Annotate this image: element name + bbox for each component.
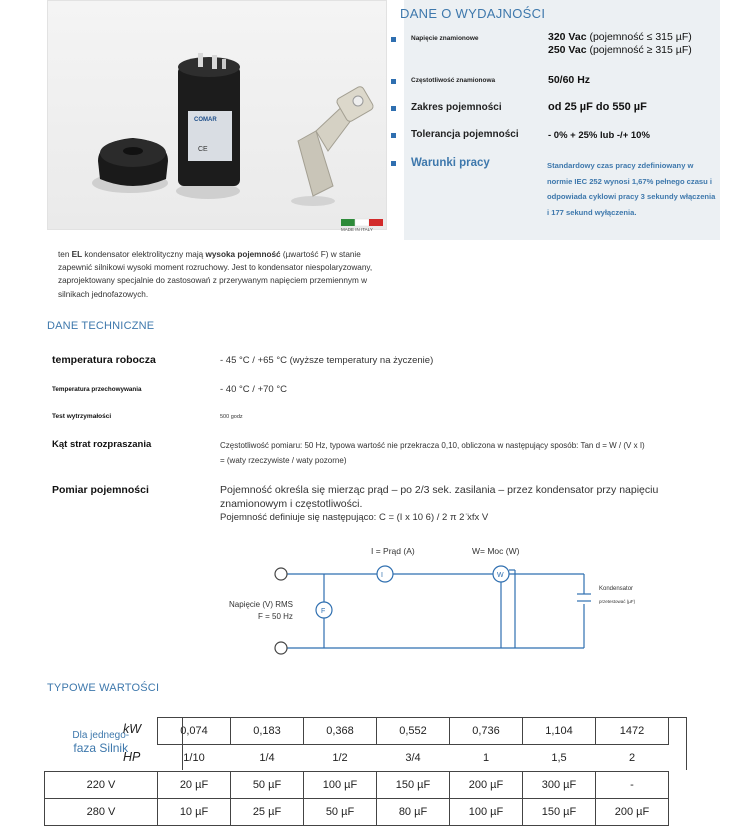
ammeter-icon: I <box>381 572 383 579</box>
table-cell: 50 µF <box>231 772 304 799</box>
capacity-range-value: od 25 µF do 550 µF <box>548 101 647 113</box>
hp-unit-cell: HP <box>122 749 141 764</box>
bullet-icon <box>391 79 396 84</box>
endurance-test-label: Test wytrzymałości <box>52 413 112 420</box>
table-cell: 1 <box>482 752 490 764</box>
table-cell: 0,183 <box>231 718 304 745</box>
table-cell: 100 µF <box>304 772 377 799</box>
storage-temperature-label: Temperatura przechowywania <box>52 386 142 393</box>
technical-data-title: DANE TECHNICZNE <box>47 320 155 332</box>
table-cell: 1,5 <box>551 752 567 764</box>
table-cell: 10 µF <box>158 799 231 826</box>
frequency-label: F = 50 Hz <box>258 612 293 621</box>
operating-temperature-value: - 45 °C / +65 °C (wyższe temperatury na życzenie) <box>220 355 434 366</box>
frequency-meter-icon: F <box>321 608 326 615</box>
table-cell: 100 µF <box>450 799 523 826</box>
operating-conditions-value: Standardowy czas pracy zdefiniowany w normie IEC 252 wynosi 1,67% pełnego czasu i odpowiada cyklowi pracy 3 sekundy włączenia i 177 sekund wyłączenia. <box>547 161 716 217</box>
current-label: I = Prąd (A) <box>371 546 415 556</box>
product-description: ten EL kondensator elektrolityczny mają wysoka pojemność (µwartość F) w stanie zapewnić silnikowi wysoki moment rozruchowy. Jest to kondensator niespolaryzowany, zaprojektowany specjalnie do zastosowań z przerywanym napięciem przemiennym w silnikach jednofazowych. <box>58 250 373 299</box>
table-cell: 300 µF <box>523 772 596 799</box>
bullet-icon <box>391 133 396 138</box>
table-cell: 0,736 <box>450 718 523 745</box>
table-cell: 150 µF <box>377 772 450 799</box>
dissipation-angle-value: Częstotliwość pomiaru: 50 Hz, typowa wartość nie przekracza 0,10, obliczona w następujący sposób: Tan d = W / (V x I) = (waty rzeczywiste / waty pozorne) <box>220 441 645 465</box>
table-cell: 3/4 <box>405 752 421 764</box>
operating-conditions-label: Warunki pracy <box>411 157 490 169</box>
power-label: W= Moc (W) <box>472 546 520 556</box>
operating-temperature-label: temperatura robocza <box>52 354 156 366</box>
rated-voltage-value: 320 Vac (pojemność ≤ 315 µF) 250 Vac (pojemność ≥ 315 µF) <box>548 31 692 56</box>
capacity-range-label: Zakres pojemności <box>411 102 502 113</box>
voltage-label: Napięcie (V) RMS <box>229 600 294 609</box>
bullet-icon <box>391 161 396 166</box>
table-row <box>45 718 669 745</box>
capacity-measurement-label: Pomiar pojemności <box>52 484 149 496</box>
table-cell: 2 <box>628 752 636 764</box>
bullet-icon <box>391 37 396 42</box>
capacity-measurement-value: Pojemność określa się mierząc prąd – po 2/3 sek. zasilania – przez kondensator przy napięciu znamionowym i częstotliwości. Pojemność definiuje się następująco: C = (I x 10 6) / 2 π 2 ̈xfx V <box>220 484 659 523</box>
brand-text: COMAR <box>194 117 217 123</box>
rated-frequency-label: Częstotliwość znamionowa <box>411 77 496 84</box>
capacity-tolerance-label: Tolerancja pojemności <box>411 129 519 140</box>
table-cell: 200 µF <box>450 772 523 799</box>
wattmeter-icon: W <box>497 572 504 579</box>
dissipation-angle-label: Kąt strat rozpraszania <box>52 439 152 450</box>
typical-values-title: TYPOWE WARTOŚCI <box>47 682 160 694</box>
voltage-cell: 220 V <box>45 772 158 799</box>
motor-type-label: Dla jednego- faza Silnik <box>72 729 130 755</box>
table-row <box>45 772 669 799</box>
table-cell: 50 µF <box>304 799 377 826</box>
table-cell: 1,104 <box>523 718 596 745</box>
table-cell: 150 µF <box>523 799 596 826</box>
rated-frequency-value: 50/60 Hz <box>548 74 591 86</box>
table-cell: 1/4 <box>259 752 275 764</box>
capacitor-illustration <box>48 1 388 231</box>
table-cell: 1/10 <box>183 752 205 764</box>
table-cell: 80 µF <box>377 799 450 826</box>
table-cell: 200 µF <box>596 799 669 826</box>
table-cell: 0,552 <box>377 718 450 745</box>
table-row <box>45 799 669 826</box>
typical-values-table <box>44 717 669 826</box>
voltage-cell: 280 V <box>45 799 158 826</box>
performance-title: DANE O WYDAJNOŚCI <box>400 6 546 21</box>
made-in-italy-label: MADE IN ITALY <box>341 227 373 231</box>
measurement-circuit-diagram <box>0 540 750 665</box>
storage-temperature-value: - 40 °C / +70 °C <box>220 384 288 395</box>
table-cell: 0,368 <box>304 718 377 745</box>
ce-mark: CE <box>198 146 208 153</box>
product-photo <box>47 0 387 230</box>
table-cell: 1472 <box>596 718 669 745</box>
table-cell: 20 µF <box>158 772 231 799</box>
bullet-icon <box>391 106 396 111</box>
table-cell: 1/2 <box>332 752 348 764</box>
kw-unit-cell: kW <box>122 721 142 736</box>
table-cell: 25 µF <box>231 799 304 826</box>
rated-voltage-label: Napięcie znamionowe <box>411 35 479 42</box>
capacitor-label: Kondensator <box>599 586 634 592</box>
capacity-tolerance-value: - 0% + 25% lub -/+ 10% <box>548 130 650 141</box>
endurance-test-value: 500 godz <box>220 414 243 420</box>
capacitor-sub-label: przetestować (µF) <box>599 599 636 604</box>
table-cell: 0,074 <box>158 718 231 745</box>
table-cell: - <box>596 772 669 799</box>
